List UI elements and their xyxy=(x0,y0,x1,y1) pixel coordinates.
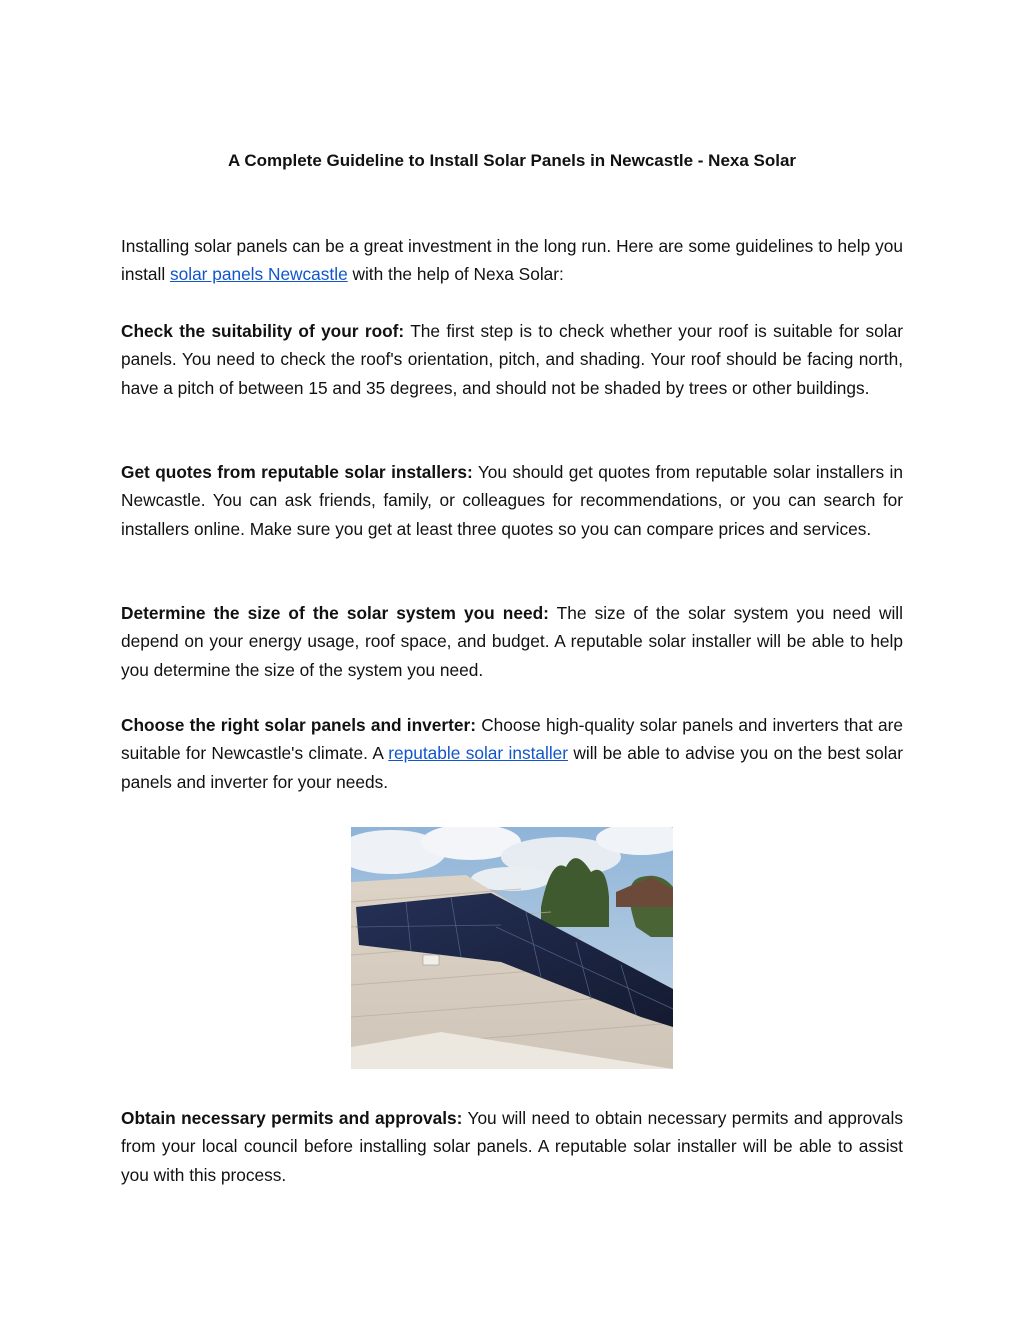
panels-inverter-body-before: Choose high-quality solar panels and inverters that are suitable for Newcastle's climate. A xyxy=(121,715,903,764)
quotes-heading: Get quotes from reputable solar installers: xyxy=(121,462,473,482)
quotes-body: You should get quotes from reputable solar installers in Newcastle. You can ask friends, family, or colleagues for recommendations, or you can search for installers online. Make sure you get at least three quotes so you can compare prices and services. xyxy=(121,462,903,539)
solar-roof-photo xyxy=(351,827,673,1069)
panels-inverter-paragraph xyxy=(121,711,903,796)
panels-inverter-body-after: will be able to advise you on the best solar panels and inverter for your needs. xyxy=(121,743,903,792)
system-size-body: The size of the solar system you need will depend on your energy usage, roof space, and budget. A reputable solar installer will be able to help you determine the size of the system you need. xyxy=(121,603,903,680)
intro-paragraph xyxy=(121,232,903,289)
intro-text-before: Installing solar panels can be a great investment in the long run. Here are some guidelines to help you install xyxy=(121,236,903,285)
page-title: A Complete Guideline to Install Solar Panels in Newcastle - Nexa Solar xyxy=(227,151,797,170)
permits-body: You will need to obtain necessary permits and approvals from your local council before installing solar panels. A reputable solar installer will be able to assist you with this process. xyxy=(121,1108,903,1185)
system-size-heading: Determine the size of the solar system you need: xyxy=(121,603,549,623)
roof-suitability-body: The first step is to check whether your roof is suitable for solar panels. You need to check the roof's orientation, pitch, and shading. Your roof should be facing north, have a pitch of between 15 and 35 degrees, and should not be shaded by trees or other buildings. xyxy=(121,321,903,398)
permits-heading: Obtain necessary permits and approvals: xyxy=(121,1108,463,1128)
system-size-paragraph xyxy=(121,599,903,684)
roof-suitability-paragraph xyxy=(121,317,903,402)
intro-text-after: with the help of Nexa Solar: xyxy=(347,264,564,285)
quotes-paragraph xyxy=(121,458,903,543)
panels-inverter-heading: Choose the right solar panels and inverter: xyxy=(121,715,476,735)
permits-paragraph xyxy=(121,1104,903,1189)
roof-suitability-heading: Check the suitability of your roof: xyxy=(121,321,405,341)
reputable-solar-installer-link[interactable]: reputable solar installer xyxy=(388,743,569,764)
solar-panels-newcastle-link[interactable]: solar panels Newcastle xyxy=(169,264,348,285)
